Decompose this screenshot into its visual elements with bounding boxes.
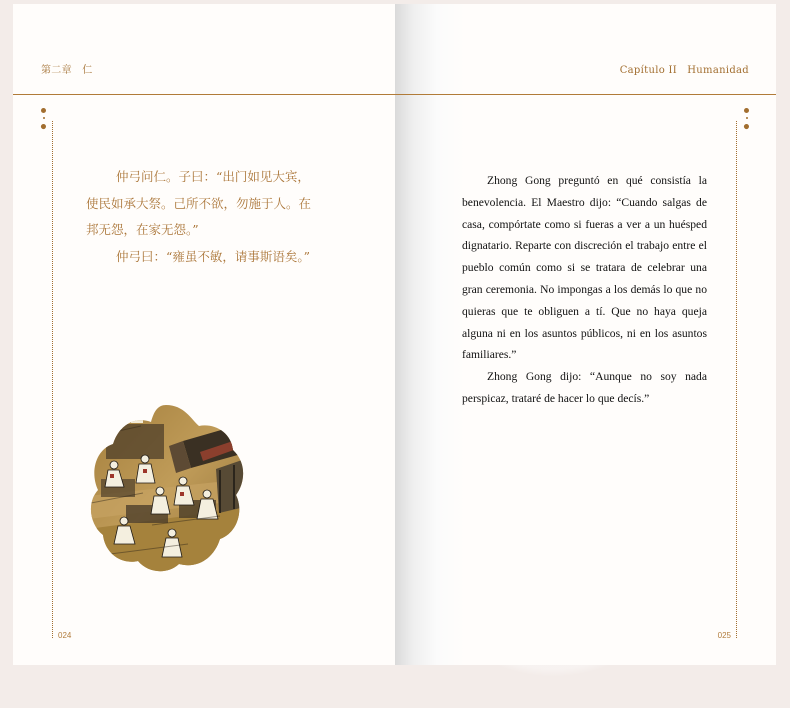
right-page-header: Capítulo II Humanidad bbox=[619, 65, 749, 76]
left-top-dot-icon bbox=[41, 108, 46, 113]
chinese-passage bbox=[86, 164, 341, 270]
right-page bbox=[395, 4, 776, 665]
classical-painting-illustration bbox=[88, 401, 245, 574]
right-top-dot-icon bbox=[744, 108, 749, 113]
spanish-paragraph: Zhong Gong preguntó en qué consistía la benevolencia. El Maestro dijo: “Cuando salgas de casa, compórtate como si fueras a ver a un huésped dignatario. Reparte con discreción el trabajo entre el pueblo común como si se tratara de celebrar una gran ceremonia. No impongas a los demás lo que no quieras que te obliguen a tí. Que no haya queja alguna ni en los asuntos públicos, ni en los asuntos familiares.” bbox=[462, 174, 707, 362]
right-page-header-rule bbox=[395, 94, 776, 95]
left-drop-icon bbox=[40, 123, 47, 130]
right-drop-icon bbox=[743, 123, 750, 130]
left-page bbox=[13, 4, 395, 665]
chinese-line: 使民如承大祭。己所不欲，勿施于人。在 bbox=[86, 195, 312, 211]
spanish-paragraph: Zhong Gong dijo: “Aunque no soy nada perspicaz, trataré de hacer lo que decís.” bbox=[462, 370, 707, 405]
left-page-header: 第二章 仁 bbox=[41, 65, 93, 76]
left-page-number: 024 bbox=[58, 631, 72, 640]
chinese-line: 仲弓曰：“雍虽不敏，请事斯语矣。” bbox=[116, 248, 311, 264]
left-page-header-rule bbox=[13, 94, 395, 95]
right-small-dot-icon bbox=[746, 117, 748, 119]
left-small-dot-icon bbox=[43, 117, 45, 119]
right-dotted-margin-line bbox=[736, 121, 737, 638]
spanish-passage bbox=[462, 170, 707, 410]
right-page-number: 025 bbox=[717, 631, 731, 640]
chinese-line: 仲弓问仁。子曰：“出门如见大宾， bbox=[116, 169, 310, 184]
left-dotted-margin-line bbox=[52, 121, 53, 638]
chinese-line: 邦无怨，在家无怨。” bbox=[86, 222, 199, 237]
